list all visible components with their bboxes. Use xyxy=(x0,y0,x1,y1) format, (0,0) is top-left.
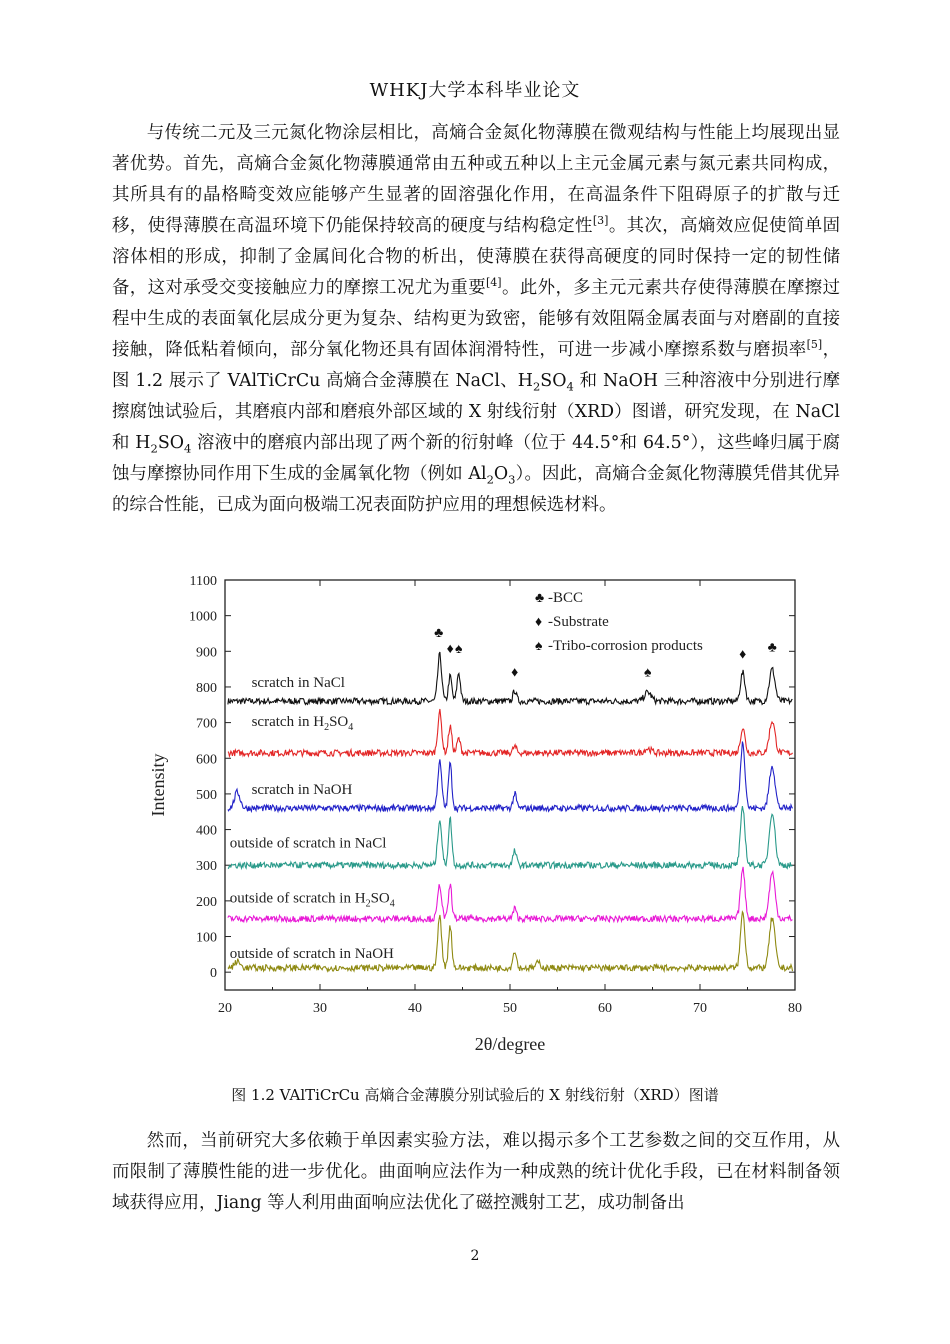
legend-symbol: ♠ xyxy=(535,639,543,654)
y-tick-label: 500 xyxy=(196,787,217,803)
x-tick-label: 80 xyxy=(788,1001,802,1016)
xrd-chart xyxy=(140,570,820,1070)
y-tick-label: 900 xyxy=(196,645,217,661)
x-tick-label: 70 xyxy=(693,1001,707,1016)
figure-caption: 图 1.2 VAlTiCrCu 高熵合金薄膜分别试验后的 X 射线衍射（XRD）图谱 xyxy=(231,1086,719,1104)
peak-marker: ♦ xyxy=(739,647,747,663)
y-tick-label: 100 xyxy=(196,930,217,946)
y-tick-label: 600 xyxy=(196,752,217,768)
peak-marker: ♠ xyxy=(454,642,463,658)
series-label-5: outside of scratch in $H_2SO_4$ xyxy=(229,890,395,910)
y-tick-label: 1100 xyxy=(189,574,217,589)
legend-symbol: ♣ xyxy=(535,591,545,606)
x-tick-label: 50 xyxy=(503,1001,517,1016)
xrd-figure xyxy=(140,570,820,1070)
peak-marker: ♦ xyxy=(511,665,519,681)
x-axis-label: 2θ/degree xyxy=(474,1034,546,1054)
citation: [4] xyxy=(486,276,502,290)
citation: [3] xyxy=(592,214,609,228)
citation: [5] xyxy=(806,338,823,352)
y-tick-label: 200 xyxy=(196,894,217,910)
y-tick-label: 800 xyxy=(196,680,217,696)
legend-label: -Tribo-corrosion products xyxy=(548,638,703,654)
peak-marker: ♣ xyxy=(767,640,777,656)
legend-label: -Substrate xyxy=(548,614,609,630)
x-tick-label: 60 xyxy=(598,1001,612,1016)
series-line-3 xyxy=(228,742,793,812)
y-tick-label: 700 xyxy=(196,716,217,732)
y-tick-label: 1000 xyxy=(189,609,217,625)
x-tick-label: 20 xyxy=(218,1001,232,1016)
paragraph-2: 然而，当前研究大多依赖于单因素实验方法，难以揭示多个工艺参数之间的交互作用，从而限制了薄膜性能的进一步优化。曲面响应法作为一种成熟的统计优化手段，已在材料制备领域获得应用，Jiang 等人利用曲面响应法优化了磁控溅射工艺，成功制备出 xyxy=(112,1131,840,1213)
series-label-3: scratch in NaOH xyxy=(251,781,353,798)
legend-symbol: ♦ xyxy=(535,615,543,630)
peak-marker: ♦ xyxy=(446,642,454,658)
legend-label: -BCC xyxy=(548,590,584,606)
page-header: WHKJ大学本科毕业论文 xyxy=(369,80,581,101)
series-label-4: outside of scratch in NaCl xyxy=(229,835,387,852)
y-tick-label: 0 xyxy=(210,966,217,982)
y-tick-label: 400 xyxy=(196,823,217,839)
series-label-1: scratch in NaCl xyxy=(251,674,345,691)
x-tick-label: 30 xyxy=(313,1001,327,1016)
page-number: 2 xyxy=(470,1248,480,1264)
y-tick-label: 300 xyxy=(196,859,217,875)
x-tick-label: 40 xyxy=(408,1001,422,1016)
peak-marker: ♠ xyxy=(644,665,652,681)
series-label-6: outside of scratch in NaOH xyxy=(229,945,394,962)
y-axis-label: Intensity xyxy=(148,753,168,817)
peak-marker: ♣ xyxy=(434,626,444,642)
series-label-2: scratch in $H_2SO_4$ xyxy=(251,714,354,734)
paragraph-1: 与传统二元及三元氮化物涂层相比，高熵合金氮化物薄膜在微观结构与性能上均展现出显著优势。首先，高熵合金氮化物薄膜通常由五种或五种以上主元金属元素与氮元素共同构成，其所具有的晶格畸变效应能够产生显著的固溶强化作用，在高温条件下阻碍原子的扩散与迁移，使得薄膜在高温环境下仍能保持较高的硬度与结构稳定性[3]。其次，高熵效应促使简单固溶体相的形成，抑制了金属间化合物的析出，使薄膜在获得高硬度的同时保持一定的韧性储备，这对承受交变接触应力的摩擦工况尤为重要[4]。此外，多主元元素共存使得薄膜在摩擦过程中生成的表面氧化层成分更为复杂、结构更为致密，能够有效阻隔金属表面与对磨副的直接接触，降低粘着倾向，部分氧化物还具有固体润滑特性，可进一步减小摩擦系数与磨损率[5]，图 1.2 展示了 VAlTiCrCu 高熵合金薄膜在 NaCl、$H_2SO_4$ 和 NaOH 三种溶液中分别进行摩擦腐蚀试验后，其磨痕内部和磨痕外部区域的 X 射线衍射（XRD）图谱，研究发现，在 NaCl 和 $H_2SO_4$ 溶液中的磨痕内部出现了两个新的衍射峰（位于 44.5°和 64.5°），这些峰归属于腐蚀与摩擦协同作用下生成的金属氧化物（例如 $Al_2O_3$）。因此，高熵合金氮化物薄膜凭借其优异的综合性能，已成为面向极端工况表面防护应用的理想候选材料。 xyxy=(112,123,840,515)
